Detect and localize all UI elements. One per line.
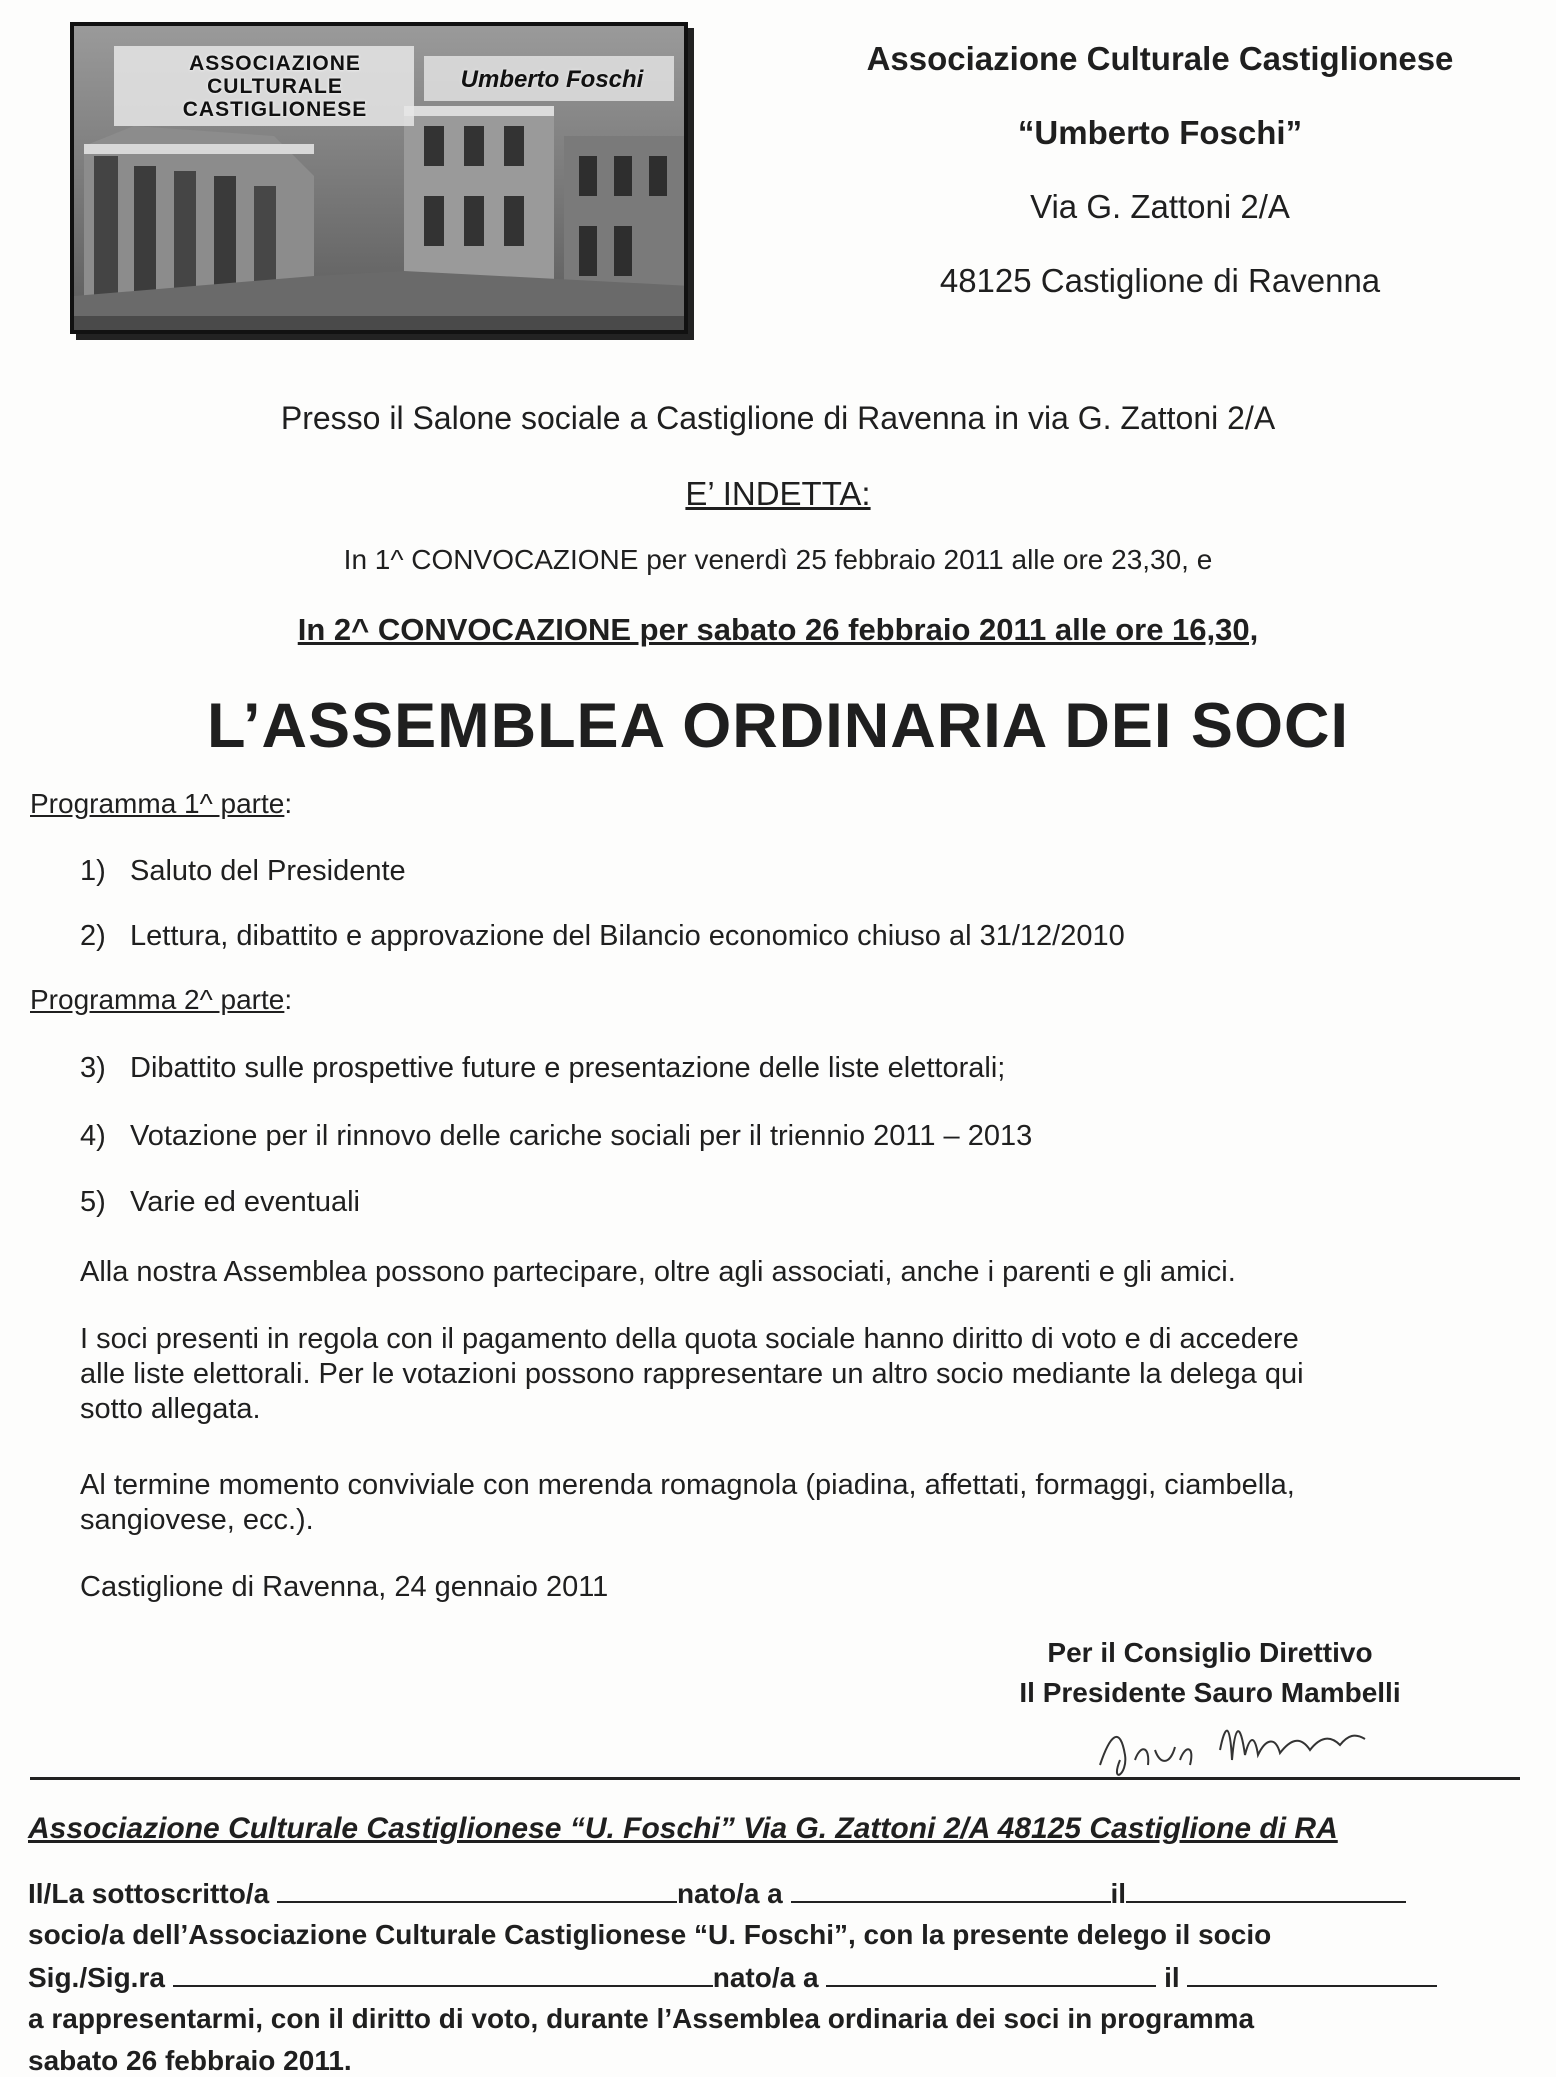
item-text: Dibattito sulle prospettive future e presentazione delle liste elettorali; [130, 1052, 1006, 1084]
signer-name-field[interactable] [277, 1877, 677, 1903]
association-logo [70, 22, 688, 334]
logo-org-text: ASSOCIAZIONE CULTURALE CASTIGLIONESE [182, 52, 368, 121]
program-part2-label [30, 984, 292, 1016]
delegate-birthplace-label: nato/a a [712, 1962, 819, 1993]
participation-paragraph: Alla nostra Assemblea possono partecipare, oltre agli associati, anche i parenti e gli amici. [80, 1256, 1236, 1288]
indetta-text: E’ INDETTA: [685, 475, 871, 512]
conviviality-line: sangiovese, ecc.). [80, 1504, 314, 1536]
conviviality-paragraph [80, 1468, 1520, 1538]
voting-line: alle liste elettorali. Per le votazioni possono rappresentare un altro socio mediante la delega qui [80, 1358, 1304, 1390]
program-part1-text: Programma 1^ parte [30, 788, 285, 819]
program-item [80, 1186, 360, 1219]
delegation-line-4: a rappresentarmi, con il diritto di voto, durante l’Assemblea ordinaria dei soci in programma [28, 2003, 1255, 2034]
delegate-label: Sig./Sig.ra [28, 1962, 165, 1993]
second-convocation [0, 612, 1556, 648]
item-text: Votazione per il rinnovo delle cariche sociali per il triennio 2011 – 2013 [130, 1120, 1033, 1152]
header-namesake: “Umberto Foschi” [1017, 114, 1303, 151]
item-number: 5) [80, 1186, 106, 1218]
delegate-birthdate-field[interactable] [1187, 1961, 1437, 1987]
item-number: 4) [80, 1120, 106, 1152]
signatory-president: Il Presidente Sauro Mambelli [1019, 1677, 1401, 1708]
indetta-heading [0, 475, 1556, 513]
delegation-line-2: socio/a dell’Associazione Culturale Castiglionese “U. Foschi”, con la presente delego il socio [28, 1919, 1272, 1950]
header-org-name: Associazione Culturale Castiglionese [866, 40, 1454, 77]
handwritten-signature [1090, 1705, 1390, 1795]
program-part2-colon: : [284, 984, 293, 1015]
voting-line: I soci presenti in regola con il pagamento della quota sociale hanno diritto di voto e di accedere [80, 1323, 1299, 1355]
header-city: 48125 Castiglione di Ravenna [939, 262, 1381, 299]
program-item [80, 855, 406, 888]
delegate-birthplace-field[interactable] [826, 1961, 1156, 1987]
program-item [80, 920, 1125, 953]
item-number: 2) [80, 920, 106, 952]
signatory-board: Per il Consiglio Direttivo [1047, 1637, 1373, 1668]
program-part1-label [30, 788, 292, 820]
second-convocation-text: In 2^ CONVOCAZIONE per sabato 26 febbraio 2011 alle ore 16,30, [297, 612, 1259, 647]
first-convocation: In 1^ CONVOCAZIONE per venerdì 25 febbraio 2011 alle ore 23,30, e [343, 544, 1213, 575]
item-number: 3) [80, 1052, 106, 1084]
program-part1-colon: : [284, 788, 293, 819]
signer-label: Il/La sottoscritto/a [28, 1878, 270, 1909]
birthdate-label: il [1110, 1878, 1127, 1909]
item-number: 1) [80, 855, 106, 887]
item-text: Lettura, dibattito e approvazione del Bilancio economico chiuso al 31/12/2010 [130, 920, 1125, 952]
venue-line: Presso il Salone sociale a Castiglione di Ravenna in via G. Zattoni 2/A [280, 400, 1276, 436]
signer-birthplace-field[interactable] [791, 1877, 1111, 1903]
program-item [80, 1120, 1032, 1153]
delegation-line-3 [28, 1961, 1437, 1994]
program-part2-text: Programma 2^ parte [30, 984, 285, 1015]
date-place: Castiglione di Ravenna, 24 gennaio 2011 [80, 1571, 609, 1603]
logo-person-name: Umberto Foschi [460, 66, 644, 93]
delegate-birthdate-label: il [1164, 1962, 1180, 1993]
section-divider [30, 1777, 1520, 1780]
delegate-name-field[interactable] [173, 1961, 713, 1987]
conviviality-line: Al termine momento conviviale con merenda romagnola (piadina, affettati, formaggi, ciambella, [80, 1469, 1295, 1501]
header-street: Via G. Zattoni 2/A [1030, 188, 1290, 225]
delegation-heading: Associazione Culturale Castiglionese “U. Foschi” Via G. Zattoni 2/A 48125 Castiglione di RA [28, 1812, 1338, 1845]
delegation-line-5: sabato 26 febbraio 2011. [28, 2045, 352, 2076]
program-item [80, 1052, 1005, 1085]
birthplace-label: nato/a a [676, 1878, 783, 1909]
item-text: Varie ed eventuali [130, 1186, 361, 1218]
signer-birthdate-field[interactable] [1126, 1877, 1406, 1903]
assembly-title: L’ASSEMBLEA ORDINARIA DEI SOCI [207, 691, 1349, 761]
voting-paragraph [80, 1322, 1520, 1427]
item-text: Saluto del Presidente [130, 855, 406, 887]
delegation-line-1 [28, 1877, 1406, 1910]
voting-line: sotto allegata. [80, 1393, 261, 1425]
